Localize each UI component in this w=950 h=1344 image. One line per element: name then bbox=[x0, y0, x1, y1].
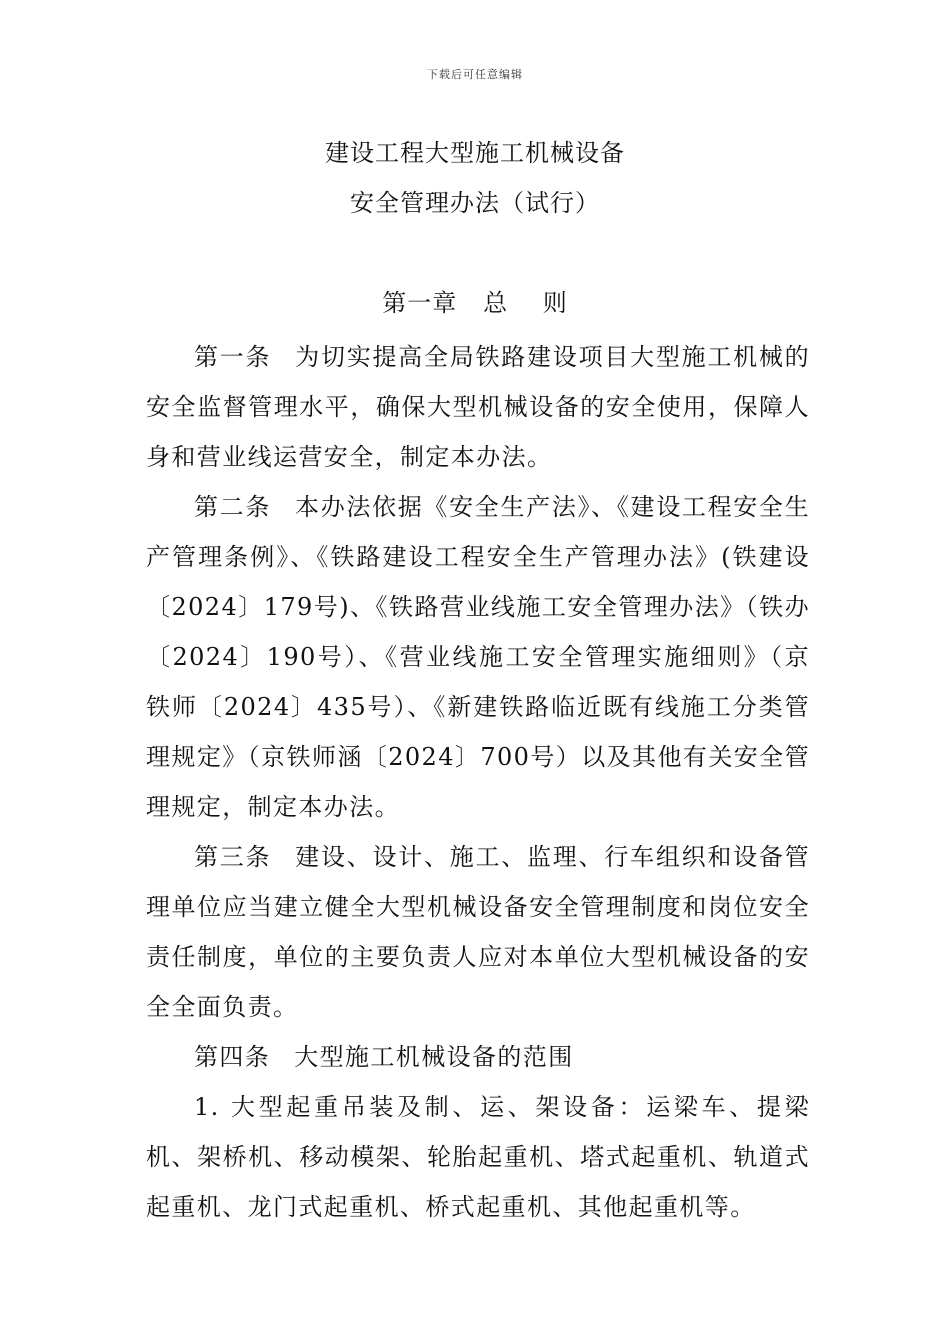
article-number: 第三条 bbox=[194, 843, 272, 871]
article-1-paragraph bbox=[146, 332, 810, 482]
article-text: 建设、设计、施工、监理、行车组织和设备管理单位应当建立健全大型机械设备安全管理制度和岗位安全责任制度，单位的主要负责人应对本单位大型机械设备的安全全面负责。 bbox=[146, 843, 810, 1021]
article-number: 第二条 bbox=[194, 493, 272, 521]
document-title-line-1: 建设工程大型施工机械设备 bbox=[325, 139, 625, 167]
list-item-text: 1. 大型起重吊装及制、运、架设备：运梁车、提梁机、架桥机、移动模架、轮胎起重机、塔式起重机、轨道式起重机、龙门式起重机、桥式起重机、其他起重机等。 bbox=[146, 1093, 810, 1221]
article-text: 为切实提高全局铁路建设项目大型施工机械的安全监督管理水平，确保大型机械设备的安全使用，保障人身和营业线运营安全，制定本办法。 bbox=[146, 343, 810, 471]
article-2-paragraph bbox=[146, 482, 810, 832]
list-item-paragraph bbox=[146, 1082, 810, 1232]
article-text: 本办法依据《安全生产法》、《建设工程安全生产管理条例》、《铁路建设工程安全生产管理办法》(铁建设〔2024〕179号)、《铁路营业线施工安全管理办法》（铁办〔2024〕190号）、《营业线施工安全管理实施细则》（京铁师〔2024〕435号）、《新建铁路临近既有线施工分类管理规定》（京铁师涵〔2024〕700号）以及其他有关安全管理规定，制定本办法。 bbox=[146, 493, 811, 821]
header-note: 下载后可任意编辑 bbox=[427, 68, 523, 81]
article-number: 第四条 bbox=[194, 1043, 271, 1071]
article-4-paragraph bbox=[146, 1032, 810, 1082]
article-3-paragraph bbox=[146, 832, 810, 1032]
document-body bbox=[146, 332, 810, 1232]
article-number: 第一条 bbox=[194, 343, 272, 371]
chapter-heading: 第一章 总 则 bbox=[382, 289, 568, 317]
article-text: 大型施工机械设备的范围 bbox=[294, 1043, 574, 1071]
document-title-line-2: 安全管理办法（试行） bbox=[350, 189, 600, 217]
